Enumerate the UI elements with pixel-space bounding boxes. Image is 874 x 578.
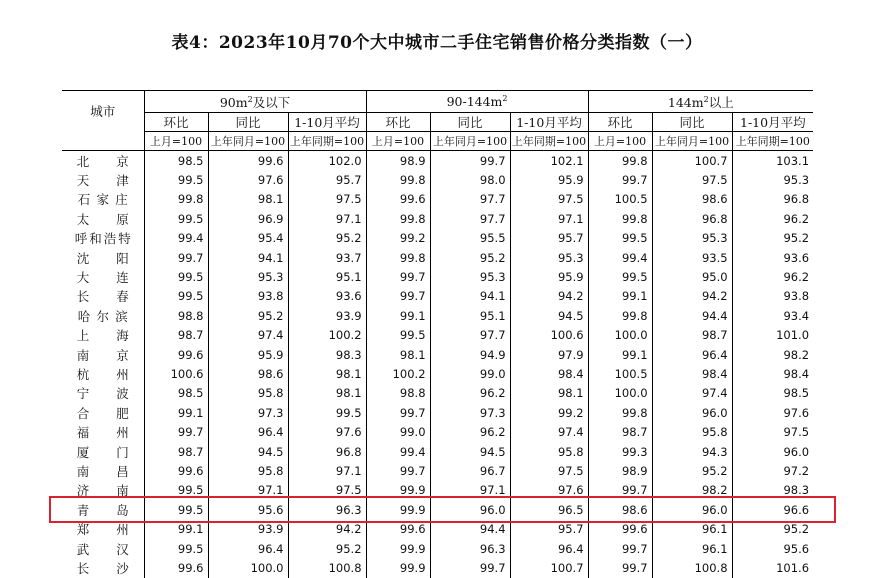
index-value: 99.6 xyxy=(366,190,430,209)
index-value: 96.6 xyxy=(732,500,813,519)
table-row xyxy=(62,422,813,441)
index-value: 94.4 xyxy=(430,519,510,538)
index-value: 99.7 xyxy=(366,267,430,286)
base-yoy: 上年同月=100 xyxy=(208,132,288,151)
base-avg: 上年同期=100 xyxy=(510,132,588,151)
index-value: 98.7 xyxy=(144,442,208,461)
index-value: 97.1 xyxy=(288,461,366,480)
table-body xyxy=(62,151,813,578)
index-value: 99.5 xyxy=(144,481,208,500)
index-value: 98.1 xyxy=(288,364,366,383)
index-value: 93.4 xyxy=(732,306,813,325)
index-value: 99.7 xyxy=(366,461,430,480)
group-header-medium: $90-144m^2$ xyxy=(366,91,588,113)
city-name: 哈尔滨 xyxy=(77,308,128,324)
index-value: 96.7 xyxy=(430,461,510,480)
index-value: 95.8 xyxy=(208,384,288,403)
index-value: 95.6 xyxy=(208,500,288,519)
header-row-bases xyxy=(62,132,813,151)
index-value: 95.9 xyxy=(510,170,588,189)
index-value: 97.1 xyxy=(430,481,510,500)
index-value: 95.7 xyxy=(510,229,588,248)
index-value: 95.7 xyxy=(288,170,366,189)
index-value: 94.9 xyxy=(430,345,510,364)
index-value: 94.1 xyxy=(430,287,510,306)
index-value: 99.6 xyxy=(208,151,288,171)
city-name: 武汉 xyxy=(76,541,129,557)
index-value: 95.2 xyxy=(430,248,510,267)
index-value: 95.8 xyxy=(510,442,588,461)
index-value: 102.1 xyxy=(510,151,588,171)
index-value: 96.2 xyxy=(732,267,813,286)
index-value: 98.7 xyxy=(588,422,652,441)
index-value: 100.7 xyxy=(652,151,732,171)
index-value: 94.1 xyxy=(208,248,288,267)
index-value: 98.6 xyxy=(208,364,288,383)
index-value: 98.8 xyxy=(366,384,430,403)
metric-yoy: 同比 xyxy=(430,113,510,132)
index-value: 97.1 xyxy=(510,209,588,228)
base-mom: 上月=100 xyxy=(588,132,652,151)
index-value: 99.8 xyxy=(588,151,652,171)
index-value: 98.4 xyxy=(652,364,732,383)
table-row xyxy=(62,403,813,422)
index-value: 99.5 xyxy=(144,539,208,558)
city-name: 杭州 xyxy=(76,366,129,382)
index-value: 100.7 xyxy=(510,558,588,577)
index-value: 97.5 xyxy=(732,422,813,441)
index-value: 96.9 xyxy=(208,209,288,228)
index-value: 93.6 xyxy=(732,248,813,267)
index-value: 97.5 xyxy=(288,190,366,209)
index-value: 95.3 xyxy=(652,229,732,248)
table-row xyxy=(62,539,813,558)
metric-avg: 1-10月平均 xyxy=(732,113,813,132)
table-row xyxy=(62,306,813,325)
index-value: 99.7 xyxy=(588,170,652,189)
index-value: 99.9 xyxy=(366,481,430,500)
index-value: 96.4 xyxy=(652,345,732,364)
index-value: 99.5 xyxy=(366,326,430,345)
index-value: 99.5 xyxy=(144,267,208,286)
index-value: 93.9 xyxy=(208,519,288,538)
metric-yoy: 同比 xyxy=(208,113,288,132)
index-value: 99.1 xyxy=(144,519,208,538)
index-value: 95.8 xyxy=(652,422,732,441)
index-value: 96.2 xyxy=(430,384,510,403)
index-value: 98.1 xyxy=(208,190,288,209)
city-name: 南京 xyxy=(76,347,129,363)
city-name: 太原 xyxy=(76,211,129,227)
index-value: 100.8 xyxy=(652,558,732,577)
index-value: 99.5 xyxy=(144,209,208,228)
index-value: 102.0 xyxy=(288,151,366,171)
header-row-metrics xyxy=(62,113,813,132)
index-value: 99.7 xyxy=(366,287,430,306)
index-value: 95.1 xyxy=(430,306,510,325)
metric-yoy: 同比 xyxy=(652,113,732,132)
index-value: 98.2 xyxy=(652,481,732,500)
index-value: 96.0 xyxy=(430,500,510,519)
index-value: 99.6 xyxy=(366,519,430,538)
index-value: 99.8 xyxy=(588,403,652,422)
index-value: 99.1 xyxy=(144,403,208,422)
index-value: 96.0 xyxy=(652,500,732,519)
index-value: 96.3 xyxy=(288,500,366,519)
index-value: 98.7 xyxy=(652,326,732,345)
index-value: 95.2 xyxy=(732,519,813,538)
index-value: 96.8 xyxy=(288,442,366,461)
index-value: 93.9 xyxy=(288,306,366,325)
table-row xyxy=(62,229,813,248)
table-row xyxy=(62,345,813,364)
metric-mom: 环比 xyxy=(588,113,652,132)
index-value: 96.4 xyxy=(208,422,288,441)
index-value: 99.7 xyxy=(588,481,652,500)
index-value: 95.9 xyxy=(208,345,288,364)
index-value: 96.1 xyxy=(652,539,732,558)
city-header-blank xyxy=(62,132,144,151)
city-name: 沈阳 xyxy=(76,250,129,266)
index-value: 94.3 xyxy=(652,442,732,461)
index-value: 100.2 xyxy=(288,326,366,345)
index-value: 99.4 xyxy=(588,248,652,267)
index-value: 99.6 xyxy=(144,345,208,364)
index-value: 97.7 xyxy=(430,190,510,209)
index-value: 99.4 xyxy=(144,229,208,248)
table-row xyxy=(62,364,813,383)
index-value: 99.7 xyxy=(430,558,510,577)
index-value: 98.4 xyxy=(732,364,813,383)
index-value: 97.6 xyxy=(732,403,813,422)
index-value: 99.8 xyxy=(366,248,430,267)
table-row xyxy=(62,209,813,228)
city-name: 长沙 xyxy=(76,560,129,576)
metric-mom: 环比 xyxy=(144,113,208,132)
index-value: 99.8 xyxy=(588,306,652,325)
index-value: 100.5 xyxy=(588,190,652,209)
index-value: 95.1 xyxy=(288,267,366,286)
index-value: 96.3 xyxy=(430,539,510,558)
index-value: 95.2 xyxy=(288,539,366,558)
index-value: 99.8 xyxy=(588,209,652,228)
city-name: 青岛 xyxy=(76,502,129,518)
price-index-table xyxy=(62,90,813,578)
index-value: 96.2 xyxy=(430,422,510,441)
index-value: 100.6 xyxy=(144,364,208,383)
index-value: 100.0 xyxy=(208,558,288,577)
index-value: 95.2 xyxy=(208,306,288,325)
index-value: 95.3 xyxy=(430,267,510,286)
index-value: 97.2 xyxy=(732,461,813,480)
index-value: 94.2 xyxy=(510,287,588,306)
index-value: 99.9 xyxy=(366,500,430,519)
index-value: 95.3 xyxy=(510,248,588,267)
city-name: 宁波 xyxy=(76,386,129,402)
table-row xyxy=(62,519,813,538)
index-value: 98.7 xyxy=(144,326,208,345)
index-value: 99.8 xyxy=(366,170,430,189)
index-value: 94.5 xyxy=(208,442,288,461)
city-name: 呼和浩特 xyxy=(74,231,131,247)
index-value: 94.4 xyxy=(652,306,732,325)
index-value: 95.3 xyxy=(732,170,813,189)
index-value: 95.0 xyxy=(652,267,732,286)
index-value: 100.0 xyxy=(588,384,652,403)
city-name: 郑州 xyxy=(76,522,129,538)
index-value: 95.3 xyxy=(208,267,288,286)
index-value: 97.7 xyxy=(430,209,510,228)
index-value: 99.6 xyxy=(588,519,652,538)
index-value: 97.3 xyxy=(208,403,288,422)
index-value: 98.5 xyxy=(144,384,208,403)
city-name: 厦门 xyxy=(76,444,129,460)
metric-mom: 环比 xyxy=(366,113,430,132)
table-row xyxy=(62,481,813,500)
index-value: 97.6 xyxy=(208,170,288,189)
index-value: 97.9 xyxy=(510,345,588,364)
group-header-large: $144m^2$以上 xyxy=(588,91,813,113)
city-name: 合肥 xyxy=(76,405,129,421)
base-mom: 上月=100 xyxy=(366,132,430,151)
index-value: 98.8 xyxy=(144,306,208,325)
index-value: 96.8 xyxy=(732,190,813,209)
index-value: 98.5 xyxy=(732,384,813,403)
index-value: 93.8 xyxy=(208,287,288,306)
index-value: 95.6 xyxy=(732,539,813,558)
index-value: 99.6 xyxy=(144,558,208,577)
table-row xyxy=(62,326,813,345)
index-value: 95.4 xyxy=(208,229,288,248)
index-value: 95.2 xyxy=(652,461,732,480)
index-value: 99.5 xyxy=(144,287,208,306)
index-value: 100.0 xyxy=(588,326,652,345)
index-value: 98.2 xyxy=(732,345,813,364)
index-value: 97.5 xyxy=(510,461,588,480)
index-value: 95.9 xyxy=(510,267,588,286)
index-value: 95.8 xyxy=(208,461,288,480)
metric-avg: 1-10月平均 xyxy=(288,113,366,132)
metric-avg: 1-10月平均 xyxy=(510,113,588,132)
index-value: 97.7 xyxy=(430,326,510,345)
index-value: 98.3 xyxy=(288,345,366,364)
city-name: 石家庄 xyxy=(77,192,128,208)
index-value: 93.6 xyxy=(288,287,366,306)
index-value: 99.8 xyxy=(366,209,430,228)
index-value: 99.7 xyxy=(430,151,510,171)
table-row xyxy=(62,461,813,480)
index-value: 98.3 xyxy=(732,481,813,500)
base-avg: 上年同期=100 xyxy=(732,132,813,151)
index-value: 103.1 xyxy=(732,151,813,171)
table-row xyxy=(62,151,813,171)
index-value: 98.6 xyxy=(652,190,732,209)
index-value: 97.6 xyxy=(288,422,366,441)
table-row xyxy=(62,384,813,403)
table-title: 表4：2023年10月70个大中城市二手住宅销售价格分类指数（一） xyxy=(171,33,703,53)
index-value: 97.1 xyxy=(208,481,288,500)
index-value: 96.1 xyxy=(652,519,732,538)
index-value: 99.1 xyxy=(366,306,430,325)
index-value: 96.8 xyxy=(652,209,732,228)
index-value: 99.0 xyxy=(366,422,430,441)
index-value: 98.1 xyxy=(510,384,588,403)
index-value: 99.7 xyxy=(144,248,208,267)
index-value: 98.6 xyxy=(588,500,652,519)
index-value: 99.9 xyxy=(366,558,430,577)
index-value: 97.4 xyxy=(510,422,588,441)
index-value: 99.5 xyxy=(144,500,208,519)
index-value: 95.2 xyxy=(288,229,366,248)
index-value: 99.8 xyxy=(144,190,208,209)
index-value: 93.8 xyxy=(732,287,813,306)
city-name: 上海 xyxy=(76,328,129,344)
index-value: 100.5 xyxy=(588,364,652,383)
index-value: 99.6 xyxy=(144,461,208,480)
base-yoy: 上年同月=100 xyxy=(430,132,510,151)
index-value: 94.5 xyxy=(430,442,510,461)
index-value: 96.2 xyxy=(732,209,813,228)
index-value: 98.0 xyxy=(430,170,510,189)
index-value: 95.2 xyxy=(732,229,813,248)
city-header: 城市 xyxy=(62,91,144,132)
city-name: 济南 xyxy=(76,483,129,499)
index-value: 97.6 xyxy=(510,481,588,500)
city-name: 北京 xyxy=(76,153,129,169)
index-value: 97.5 xyxy=(288,481,366,500)
group-header-small: $90m^2$及以下 xyxy=(144,91,366,113)
index-value: 101.6 xyxy=(732,558,813,577)
city-name: 福州 xyxy=(76,425,129,441)
index-value: 97.5 xyxy=(652,170,732,189)
table-row xyxy=(62,500,813,519)
index-value: 99.7 xyxy=(588,539,652,558)
index-value: 97.5 xyxy=(510,190,588,209)
table-row xyxy=(62,267,813,286)
index-value: 96.0 xyxy=(652,403,732,422)
index-value: 94.2 xyxy=(288,519,366,538)
base-mom: 上月=100 xyxy=(144,132,208,151)
header-row-groups xyxy=(62,91,813,113)
index-value: 98.5 xyxy=(144,151,208,171)
base-avg: 上年同期=100 xyxy=(288,132,366,151)
index-value: 97.4 xyxy=(208,326,288,345)
index-value: 98.1 xyxy=(288,384,366,403)
index-value: 99.1 xyxy=(588,287,652,306)
city-name: 南昌 xyxy=(76,463,129,479)
index-value: 100.6 xyxy=(510,326,588,345)
index-value: 98.4 xyxy=(510,364,588,383)
index-value: 99.7 xyxy=(588,558,652,577)
index-value: 99.9 xyxy=(366,539,430,558)
index-value: 96.5 xyxy=(510,500,588,519)
table-row xyxy=(62,442,813,461)
index-value: 98.9 xyxy=(366,151,430,171)
index-value: 99.5 xyxy=(288,403,366,422)
index-value: 99.7 xyxy=(366,403,430,422)
base-yoy: 上年同月=100 xyxy=(652,132,732,151)
index-value: 93.7 xyxy=(288,248,366,267)
index-value: 99.5 xyxy=(588,229,652,248)
index-value: 100.2 xyxy=(366,364,430,383)
city-name: 长春 xyxy=(76,289,129,305)
index-value: 98.9 xyxy=(588,461,652,480)
index-value: 93.5 xyxy=(652,248,732,267)
index-value: 97.3 xyxy=(430,403,510,422)
index-value: 99.5 xyxy=(588,267,652,286)
index-value: 99.2 xyxy=(366,229,430,248)
index-value: 99.4 xyxy=(366,442,430,461)
index-value: 101.0 xyxy=(732,326,813,345)
index-value: 94.5 xyxy=(510,306,588,325)
index-value: 96.4 xyxy=(510,539,588,558)
index-value: 99.5 xyxy=(144,170,208,189)
city-name: 大连 xyxy=(76,270,129,286)
index-value: 97.4 xyxy=(652,384,732,403)
index-value: 95.5 xyxy=(430,229,510,248)
index-value: 95.7 xyxy=(510,519,588,538)
table-row xyxy=(62,190,813,209)
index-value: 99.0 xyxy=(430,364,510,383)
city-name: 天津 xyxy=(76,173,129,189)
index-value: 99.3 xyxy=(588,442,652,461)
table-row xyxy=(62,248,813,267)
table-row xyxy=(62,287,813,306)
index-value: 100.8 xyxy=(288,558,366,577)
index-value: 99.2 xyxy=(510,403,588,422)
index-value: 96.4 xyxy=(208,539,288,558)
index-value: 97.1 xyxy=(288,209,366,228)
index-value: 99.1 xyxy=(588,345,652,364)
index-value: 94.2 xyxy=(652,287,732,306)
index-value: 99.7 xyxy=(144,422,208,441)
index-value: 96.0 xyxy=(732,442,813,461)
table-row xyxy=(62,170,813,189)
index-value: 98.1 xyxy=(366,345,430,364)
